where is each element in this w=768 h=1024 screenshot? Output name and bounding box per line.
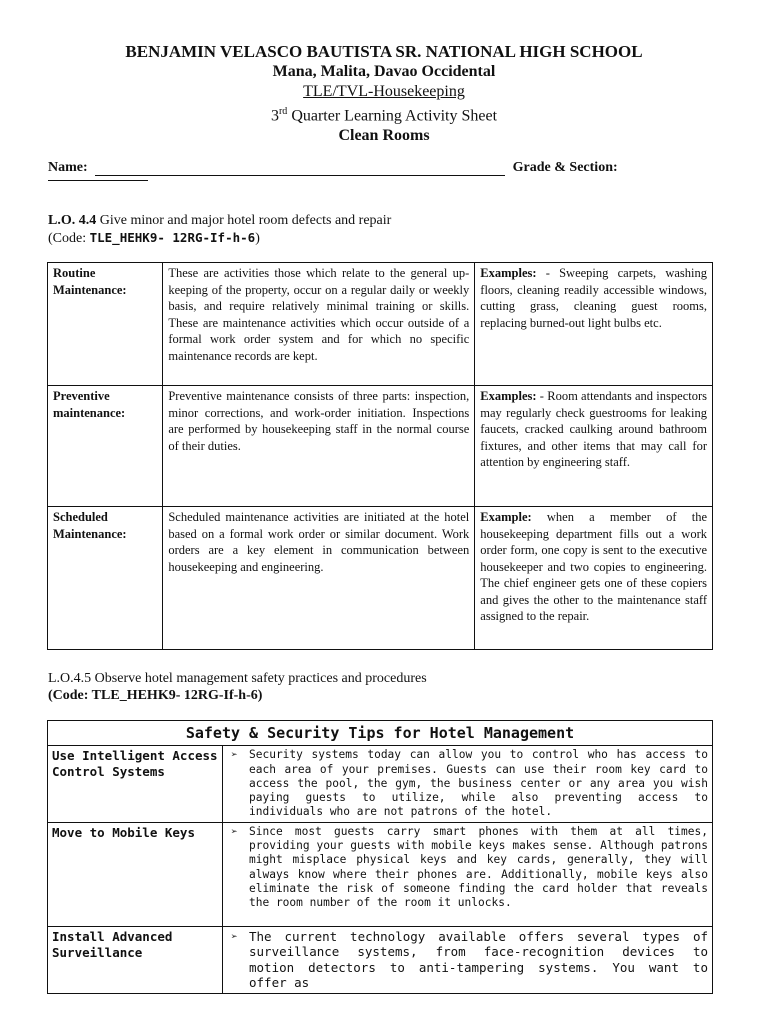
safety-tip-text: Since most guests carry smart phones with them at all times, providing your guests with mobile keys makes sense. Although patrons might misplace physical keys and key cards, generally, they will always know where their phones are. Additionally, mobile keys also eliminate the risk of someone finding the card holder that reveals the room number of the room it unlocks. [249,824,708,910]
arrow-bullet-icon: ➢ [231,929,238,943]
lo1-code-label: L.O. 4.4 [48,213,97,228]
quarter-ordinal: rd [278,106,288,117]
safety-tip-body [223,746,713,822]
safety-tips-table [47,720,713,994]
safety-table-title: Safety & Security Tips for Hotel Management [48,721,713,746]
safety-tip-body [223,822,713,926]
maintenance-description: These are activities those which relate to the general up-keeping of the property, occur on a regular daily or weekly basis, and require relatively minimal training or skills. These are maintenance activities which occur outside of a formal work order system and for which no specific maintenance records are kept. [163,263,475,386]
subject-title: TLE/TVL-Housekeeping [303,83,465,100]
learning-objective-4-4 [48,212,391,247]
lo1-text: Give minor and major hotel room defects and repair [96,213,392,228]
safety-tip-heading: Use Intelligent Access Control Systems [48,746,223,822]
name-label: Name: [48,160,88,175]
maintenance-example [475,386,713,507]
table-row [48,926,713,993]
document-header [0,42,768,146]
topic-title: Clean Rooms [338,127,430,145]
lo1-code-suffix: ) [255,231,260,246]
safety-tip-text: Security systems today can allow you to control who has access to each area of your premises. Guests can use their room key card to access the pool, the gym, the business center or any area you wish paying guests to utilize, while also preventing access to individuals who are not patrons of the hotel. [249,748,708,819]
example-text: - Room attendants and inspectors may regularly check guestrooms for leaking faucets, cracked caulking around bathroom fixtures, and other items that may call for attention by engineering staff. [480,389,707,469]
lo1-code-prefix: (Code: [48,231,90,246]
example-text: when a member of the housekeeping department fills out a work order form, one copy is sent to the executive housekeeper and two copies to engineering. The chief engineer gets one of these copiers and gives the other to the maintenance staff assigned to the repair. [480,510,707,623]
safety-tip-body [223,926,713,993]
learning-objective-4-5 [48,670,427,704]
grade-section-blank[interactable] [48,180,148,181]
grade-section-label: Grade & Section: [512,160,618,175]
quarter-number: 3 [270,107,279,125]
quarter-rest: Quarter Learning Activity Sheet [287,107,498,125]
maintenance-example [475,263,713,386]
name-blank[interactable] [95,161,505,176]
example-label: Examples: [480,266,537,280]
safety-tip-heading: Install Advanced Surveillance [48,926,223,993]
arrow-bullet-icon: ➢ [231,748,238,762]
lo2-code-line: (Code: TLE_HEHK9- 12RG-If-h-6) [48,688,263,703]
arrow-bullet-icon: ➢ [231,824,238,838]
safety-tip-heading: Move to Mobile Keys [48,822,223,926]
maintenance-description: Scheduled maintenance activities are initiated at the hotel based on a formal work order or similar document. Work orders are a key element in communication between housekeeping and engineering. [163,507,475,650]
table-row [48,263,713,386]
example-text: - Sweeping carpets, washing floors, cleaning readily accessible windows, cutting grass, cleaning guest rooms, replacing burned-out light bulbs etc. [480,266,707,330]
maintenance-description: Preventive maintenance consists of three parts: inspection, minor corrections, and work-order initiation. Inspections are performed by housekeeping staff in the normal course of their duties. [163,386,475,507]
maintenance-type: Scheduled Maintenance: [48,507,163,650]
table-row [48,386,713,507]
table-header-row [48,721,713,746]
maintenance-table [47,262,713,650]
school-name: BENJAMIN VELASCO BAUTISTA SR. NATIONAL HIGH SCHOOL [125,42,643,61]
maintenance-type: Routine Maintenance: [48,263,163,386]
table-row [48,746,713,822]
maintenance-type: Preventive maintenance: [48,386,163,507]
lo2-code-label: L.O.4.5 [48,671,92,686]
example-label: Examples: [480,389,537,403]
maintenance-example [475,507,713,650]
lo2-text: Observe hotel management safety practices and procedures [91,671,427,686]
example-label: Example: [480,510,532,524]
safety-tip-text: The current technology available offers several types of surveillance systems, from face-recognition devices to motion detectors to anti-tampering systems. You want to offer as [249,928,708,991]
lo1-code: TLE_HEHK9- 12RG-If-h-6 [89,230,256,245]
table-row [48,822,713,926]
table-row [48,507,713,650]
quarter-title [0,102,768,126]
name-grade-row [48,160,728,176]
school-address: Mana, Malita, Davao Occidental [272,63,496,80]
